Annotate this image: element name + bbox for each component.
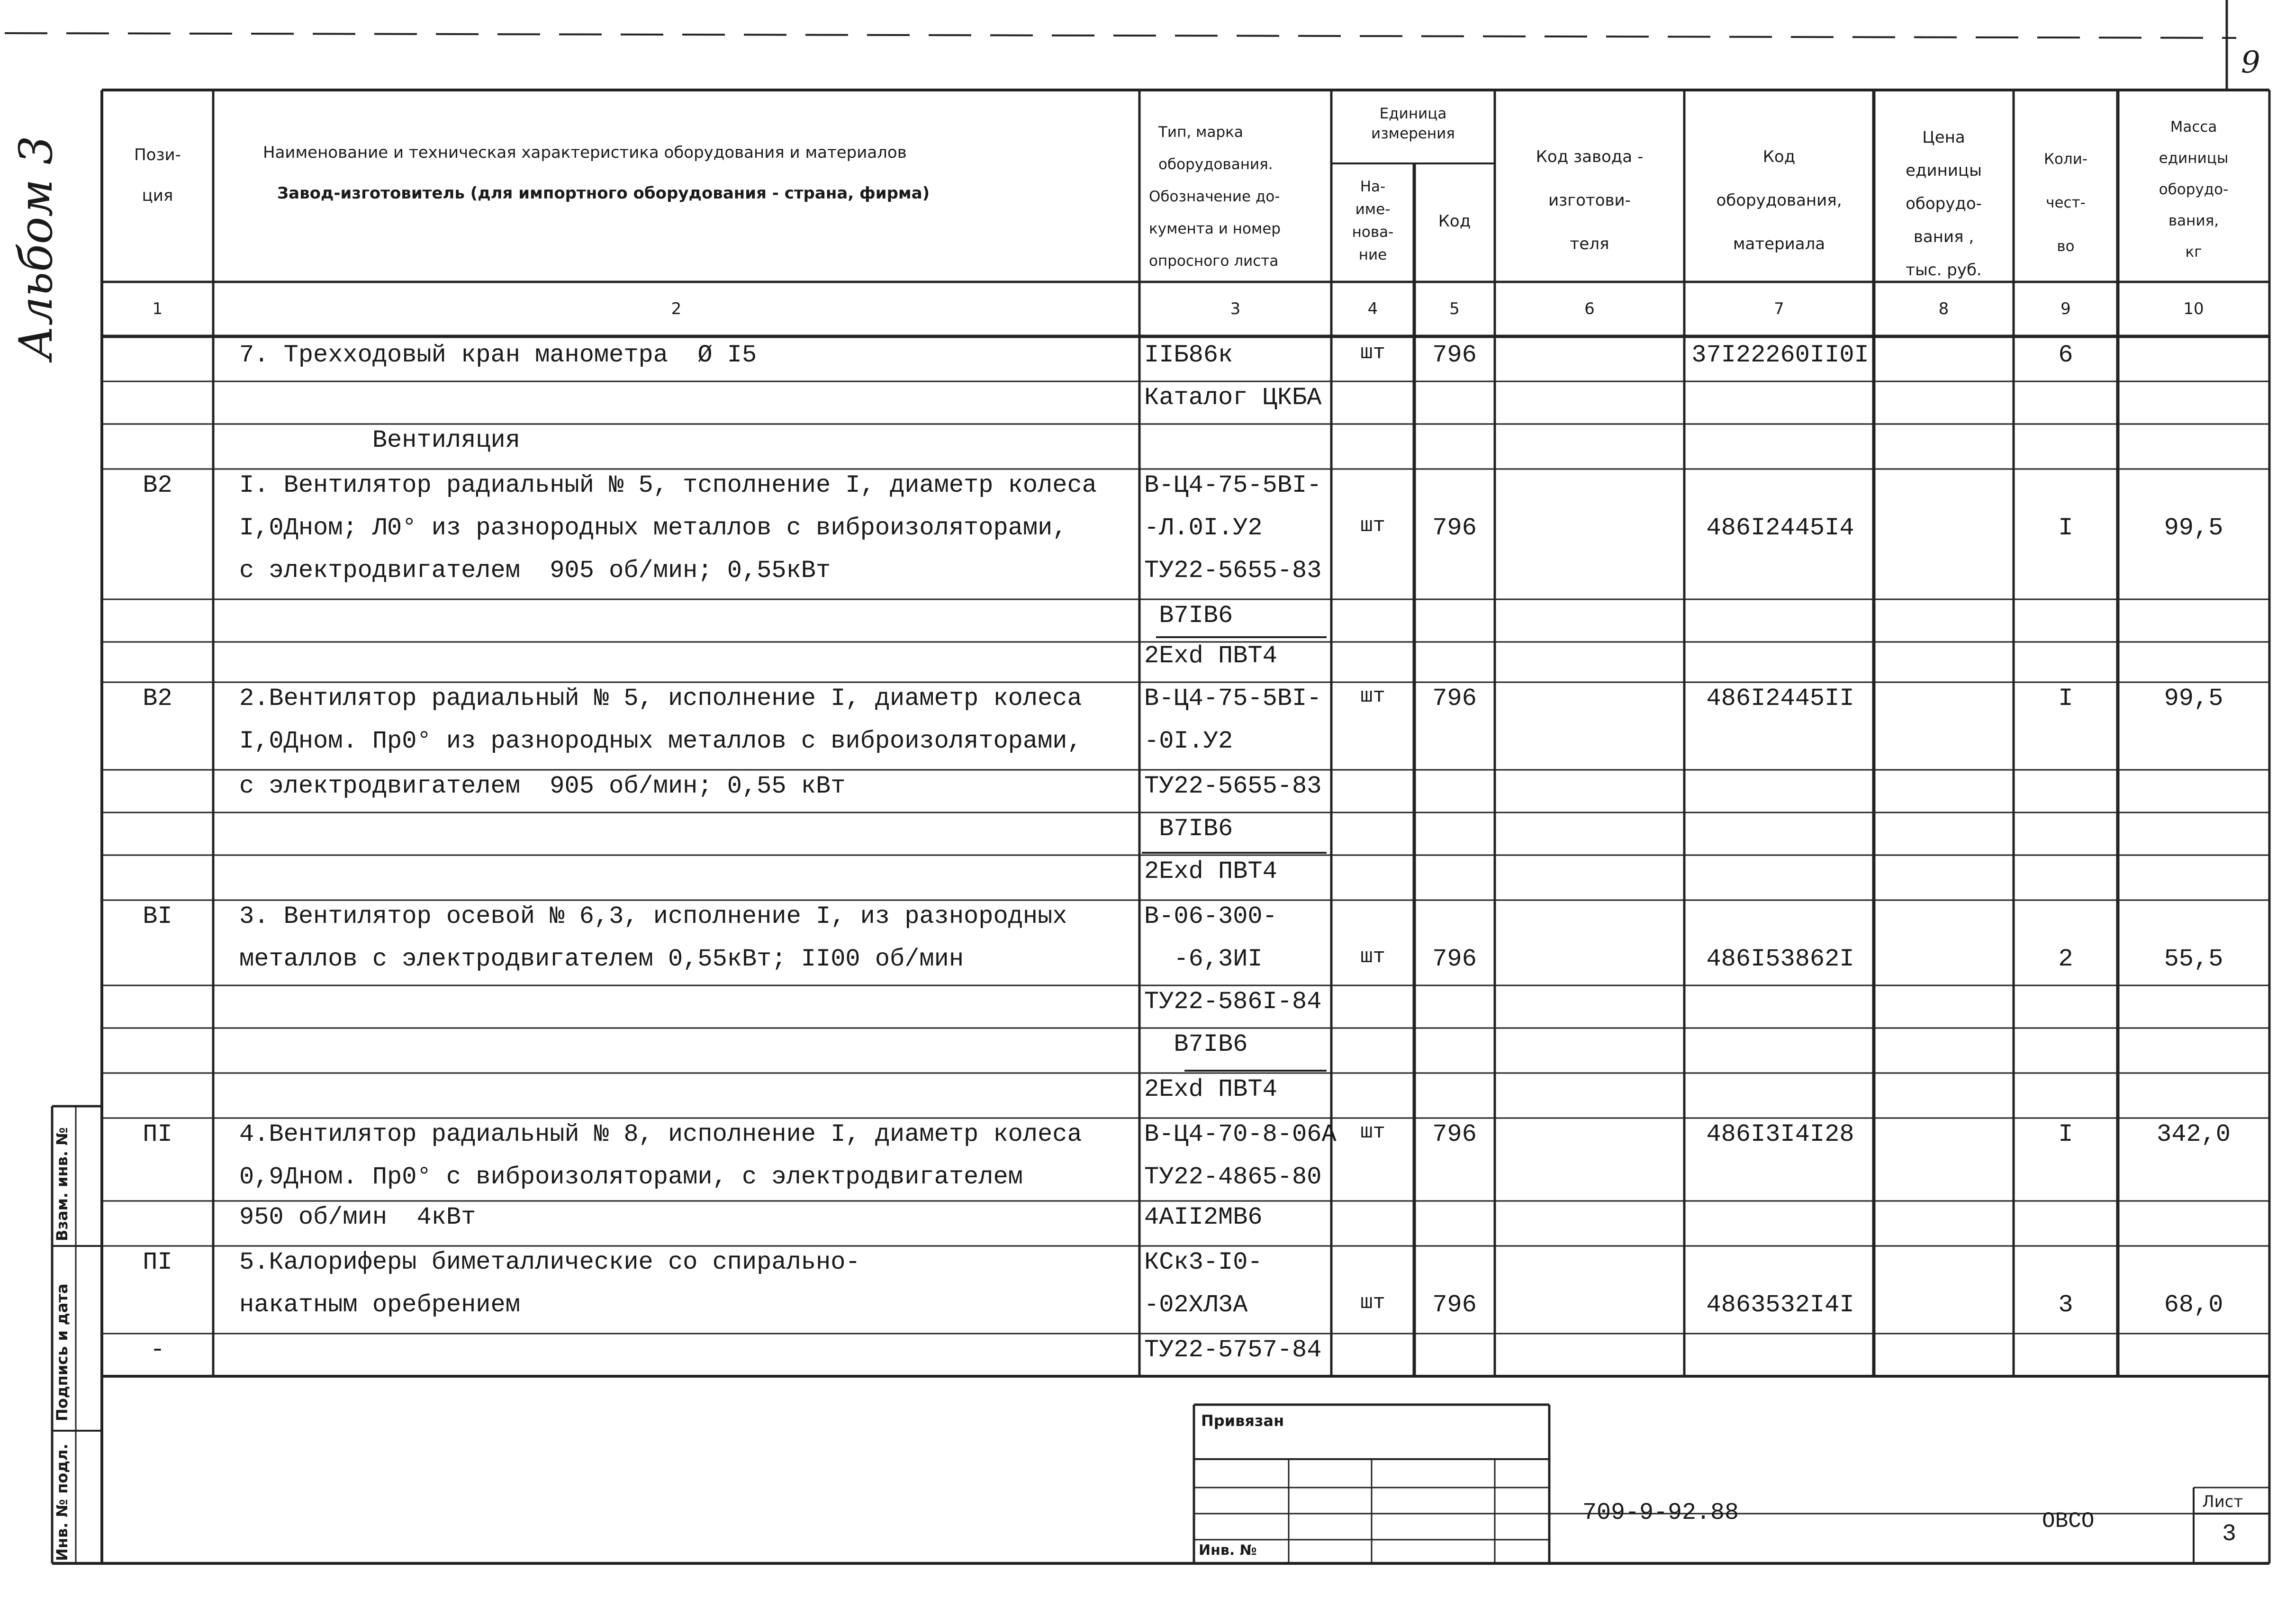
header-price-l2: единицы xyxy=(1906,161,1982,180)
header-mass-l2: единицы xyxy=(2159,150,2229,167)
row-name: 0,9Дном. Пр0° с виброизоляторами, с электродвигателем xyxy=(239,1163,1023,1191)
row-name: 4.Вентилятор радиальный № 8, исполнение I, диаметр колеса xyxy=(239,1120,1082,1148)
header-type-l4: кумента и номер xyxy=(1149,220,1281,237)
colnum-8: 8 xyxy=(1938,299,1949,318)
row-unit-code: 796 xyxy=(1432,1291,1477,1319)
header-name xyxy=(263,142,1135,205)
row-name: с электродвигателем 905 об/мин; 0,55кВт xyxy=(239,557,831,585)
row-type: В-Ц4-75-5ВI- xyxy=(1144,471,1322,499)
header-type xyxy=(1149,116,1327,277)
row-type: -02ХЛ3А xyxy=(1144,1291,1248,1319)
header-price-l4: вания , xyxy=(1913,227,1974,246)
row-unit: шт xyxy=(1360,1120,1385,1144)
row-mass: 68,0 xyxy=(2164,1291,2223,1319)
header-mass-l3: оборудо- xyxy=(2159,181,2229,198)
row-position: ПI xyxy=(143,1120,172,1148)
header-type-l3: Обозначение до- xyxy=(1149,188,1280,205)
row-name: накатным оребрением xyxy=(239,1291,520,1319)
header-mass-l1: Масса xyxy=(2170,118,2217,135)
row-name: I,0Дном. Пр0° из разнородных металлов с виброизоляторами, xyxy=(239,727,1082,755)
header-factory-code-l3: теля xyxy=(1570,235,1609,253)
header-position-l2: ция xyxy=(142,186,173,205)
header-unit-name-l2: име- xyxy=(1355,201,1391,218)
stamp-privyazan: Привязан xyxy=(1201,1412,1284,1430)
row-position: - xyxy=(150,1336,165,1364)
row-mass: 55,5 xyxy=(2164,945,2223,973)
row-type: ТУ22-5655-83 xyxy=(1144,557,1322,585)
header-price-l1: Цена xyxy=(1922,128,1965,147)
row-type: В7IВ6 xyxy=(1144,1030,1248,1058)
row-equipment-code: 486I2445II xyxy=(1706,685,1854,713)
header-unit-name-l4: ние xyxy=(1358,246,1387,263)
header-type-l1: Тип, марка xyxy=(1158,124,1243,141)
header-unit xyxy=(1331,104,1495,144)
row-type: В-Ц4-75-5ВI- xyxy=(1144,685,1322,713)
row-type: В7IВ6 xyxy=(1144,602,1233,630)
header-name-l1: Наименование и техническая характеристика оборудования и материалов xyxy=(263,143,907,162)
header-price xyxy=(1874,121,2014,287)
colnum-1: 1 xyxy=(152,299,163,318)
row-equipment-code: 4863532I4I xyxy=(1706,1291,1854,1319)
row-unit: шт xyxy=(1360,945,1385,969)
header-equipment-code-l3: материала xyxy=(1733,235,1825,253)
row-qty: 6 xyxy=(2058,341,2073,369)
row-qty: 3 xyxy=(2058,1291,2073,1319)
header-equipment-code xyxy=(1684,135,1874,266)
row-name: 7. Трехходовый кран манометра Ø I5 xyxy=(239,341,757,369)
header-unit-name xyxy=(1331,175,1414,266)
row-name: с электродвигателем 905 об/мин; 0,55 кВт xyxy=(239,772,846,800)
row-type: 4АII2МВ6 xyxy=(1144,1203,1263,1231)
row-unit-code: 796 xyxy=(1432,514,1477,542)
side-label-inv: Инв. № подл. xyxy=(53,1444,71,1561)
header-factory-code-l1: Код завода - xyxy=(1536,147,1644,166)
row-position: ВI xyxy=(143,902,172,930)
row-type: ТУ22-586I-84 xyxy=(1144,988,1322,1016)
header-mass-l5: кг xyxy=(2185,244,2202,261)
row-name: металлов с электродвигателем 0,55кВт; II00 об/мин xyxy=(239,945,964,973)
row-type: ТУ22-4865-80 xyxy=(1144,1163,1322,1191)
row-name: I. Вентилятор радиальный № 5, тсполнение I, диаметр колеса xyxy=(239,471,1097,499)
row-unit: шт xyxy=(1360,685,1385,708)
header-position-l1: Пози- xyxy=(134,145,181,164)
colnum-5: 5 xyxy=(1449,299,1460,318)
row-equipment-code: 486I3I4I28 xyxy=(1706,1120,1854,1148)
row-mass: 99,5 xyxy=(2164,685,2223,713)
row-type: -0I.У2 xyxy=(1144,727,1233,755)
row-name: 2.Вентилятор радиальный № 5, исполнение I, диаметр колеса xyxy=(239,685,1082,713)
header-mass-l4: вания, xyxy=(2168,212,2219,229)
row-unit: шт xyxy=(1360,341,1385,365)
row-name: 5.Калориферы биметаллические со спирально- xyxy=(239,1248,860,1276)
row-name: Вентиляция xyxy=(239,426,520,454)
row-type: ТУ22-5757-84 xyxy=(1144,1336,1322,1364)
row-name: 3. Вентилятор осевой № 6,3, исполнение I, из разнородных xyxy=(239,902,1067,930)
row-type: 2Exd ПВТ4 xyxy=(1144,1075,1277,1103)
row-qty: 2 xyxy=(2058,945,2073,973)
row-qty: I xyxy=(2058,514,2073,542)
header-position xyxy=(102,144,213,207)
stamp-list-label: Лист xyxy=(2202,1492,2243,1511)
row-unit-code: 796 xyxy=(1432,945,1477,973)
colnum-2: 2 xyxy=(671,299,682,318)
header-price-l3: оборудо- xyxy=(1906,194,1982,213)
row-qty: I xyxy=(2058,685,2073,713)
row-position: В2 xyxy=(143,685,172,713)
colnum-6: 6 xyxy=(1584,299,1595,318)
row-type: -6,3ИI xyxy=(1144,945,1263,973)
colnum-4: 4 xyxy=(1367,299,1378,318)
header-qty-l2: чест- xyxy=(2046,194,2086,211)
sheet-corner-number: 9 xyxy=(2241,45,2260,80)
row-unit: шт xyxy=(1360,514,1385,538)
row-type: В7IВ6 xyxy=(1144,815,1233,843)
header-unit-l1: Единица xyxy=(1379,105,1447,122)
header-type-l2: оборудования. xyxy=(1158,156,1273,173)
album-label: Альбом 3 xyxy=(9,135,63,360)
row-type: В-Ц4-70-8-06А xyxy=(1144,1120,1337,1148)
row-equipment-code: 37I22260II0I xyxy=(1691,341,1869,369)
row-type: КСк3-I0- xyxy=(1144,1248,1263,1276)
stamp-doc-code: 709-9-92.88 xyxy=(1582,1499,1739,1526)
row-unit-code: 796 xyxy=(1432,685,1477,713)
header-unit-l2: измерения xyxy=(1371,125,1455,142)
row-type: В-06-300- xyxy=(1144,902,1277,930)
header-unit-name-l1: На- xyxy=(1360,178,1386,195)
row-unit: шт xyxy=(1360,1291,1385,1315)
colnum-7: 7 xyxy=(1774,299,1784,318)
row-type: 2Exd ПВТ4 xyxy=(1144,857,1277,885)
row-mass: 99,5 xyxy=(2164,514,2223,542)
header-equipment-code-l2: оборудования, xyxy=(1716,191,1842,210)
row-name: I,0Дном; Л0° из разнородных металлов с виброизоляторами, xyxy=(239,514,1067,542)
row-mass: 342,0 xyxy=(2156,1120,2231,1148)
header-factory-code-l2: изготови- xyxy=(1548,191,1631,210)
stamp-list-number: 3 xyxy=(2222,1521,2237,1548)
stamp-section: ОВСО xyxy=(2042,1509,2095,1534)
row-position: В2 xyxy=(143,471,172,499)
header-qty-l3: во xyxy=(2057,238,2075,255)
header-mass xyxy=(2118,111,2269,268)
row-unit-code: 796 xyxy=(1432,1120,1477,1148)
row-name: 950 об/мин 4кВт xyxy=(239,1203,476,1231)
header-unit-code: Код xyxy=(1438,212,1471,231)
colnum-10: 10 xyxy=(2183,299,2204,318)
row-type: Каталог ЦКБА xyxy=(1144,384,1322,412)
header-type-l5: опросного листа xyxy=(1149,253,1279,270)
colnum-3: 3 xyxy=(1230,299,1241,318)
header-price-l5: тыс. руб. xyxy=(1906,261,1982,280)
row-equipment-code: 486I53862I xyxy=(1706,945,1854,973)
header-qty-l1: Коли- xyxy=(2043,151,2088,168)
row-type: -Л.0I.У2 xyxy=(1144,514,1263,542)
row-unit-code: 796 xyxy=(1432,341,1477,369)
stamp-inv-no: Инв. № xyxy=(1199,1542,1257,1559)
row-qty: I xyxy=(2058,1120,2073,1148)
header-equipment-code-l1: Код xyxy=(1762,147,1796,166)
side-label-vzam: Взам. инв. № xyxy=(53,1127,71,1241)
header-qty xyxy=(2014,137,2118,268)
row-type: ТУ22-5655-83 xyxy=(1144,772,1322,800)
row-type: 2Exd ПВТ4 xyxy=(1144,642,1277,670)
colnum-9: 9 xyxy=(2060,299,2071,318)
side-label-podpis: Подпись и дата xyxy=(53,1283,71,1421)
row-equipment-code: 486I2445I4 xyxy=(1706,514,1854,542)
header-name-l2: Завод-изготовитель (для импортного оборудования - страна, фирма) xyxy=(277,183,930,203)
row-type: IIБ86к xyxy=(1144,341,1233,369)
header-factory-code xyxy=(1495,135,1684,266)
row-position: ПI xyxy=(143,1248,172,1276)
header-unit-name-l3: нова- xyxy=(1352,224,1394,241)
